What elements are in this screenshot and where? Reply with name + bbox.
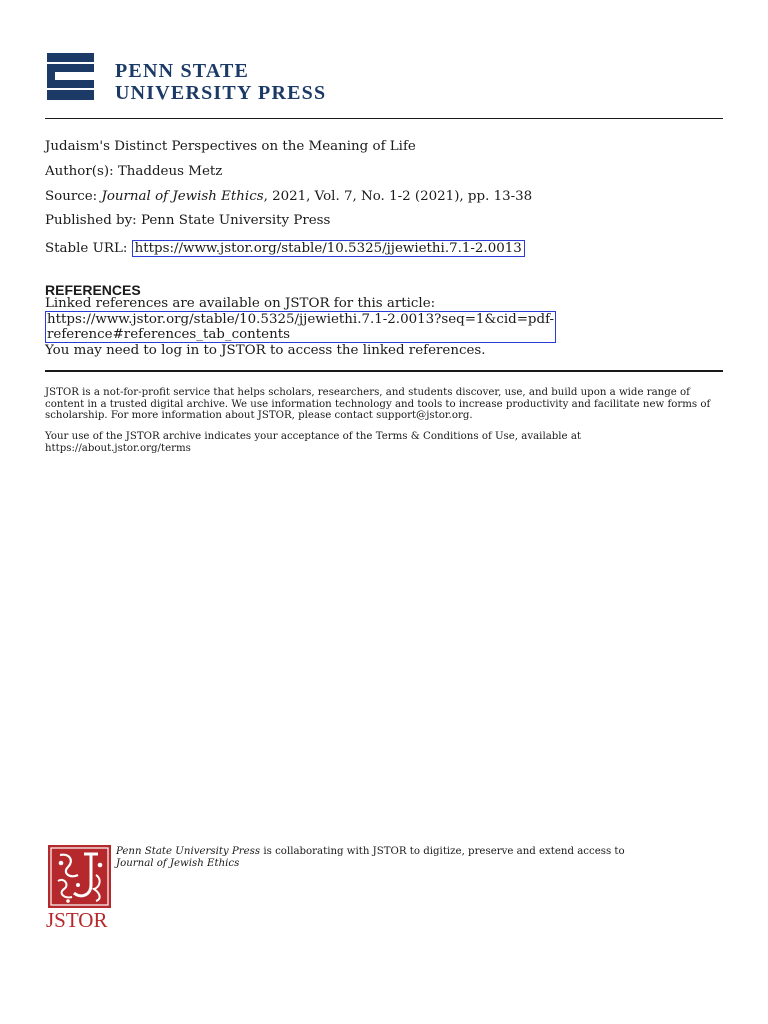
authors-value: Thaddeus Metz xyxy=(117,164,223,179)
published-label: Published by: xyxy=(45,213,137,228)
publisher-value: Penn State University Press xyxy=(140,213,331,228)
source-label: Source: xyxy=(45,189,98,204)
collab-text: is collaborating with JSTOR to digitize, preserve and extend access to xyxy=(260,846,625,857)
stable-url-line xyxy=(45,241,525,256)
references-link-line1[interactable]: https://www.jstor.org/stable/10.5325/jjewiethi.7.1-2.0013?seq=1&cid=pdf- xyxy=(47,312,555,327)
source-detail: , 2021, Vol. 7, No. 1-2 (2021), pp. 13-38 xyxy=(263,189,533,204)
journal-name: Journal of Jewish Ethics xyxy=(101,189,264,204)
references-note: You may need to log in to JSTOR to access the linked references. xyxy=(45,343,486,358)
references-body xyxy=(45,296,645,358)
article-title: Judaism's Distinct Perspectives on the Meaning of Life xyxy=(45,139,416,154)
jstor-wordmark: JSTOR xyxy=(46,908,108,932)
references-link[interactable] xyxy=(45,311,556,343)
jstor-disclaimer: JSTOR is a not-for-profit service that helps scholars, researchers, and students discover, use, and build upon a wide range of content in a trusted digital archive. We use information technology and tools to increase productivity and facilitate new forms of scholarship. For more information about JSTOR, please contact support@jstor.org. xyxy=(45,387,711,421)
penn-state-press-logo-icon xyxy=(47,53,94,100)
publisher-logo-line2: UNIVERSITY PRESS xyxy=(115,82,327,104)
published-line xyxy=(45,213,330,228)
terms-notice xyxy=(45,431,725,454)
authors-label: Author(s): xyxy=(45,164,114,179)
source-line xyxy=(45,189,532,204)
jstor-emblem-icon xyxy=(48,845,111,908)
terms-link[interactable]: https://about.jstor.org/terms xyxy=(45,442,191,454)
references-link-line2[interactable]: reference#references_tab_contents xyxy=(47,327,290,342)
stable-url-label: Stable URL: xyxy=(45,241,128,256)
collab-journal: Journal of Jewish Ethics xyxy=(116,857,240,869)
publisher-logo-line1: PENN STATE xyxy=(115,60,250,82)
references-intro: Linked references are available on JSTOR for this article: xyxy=(45,296,436,311)
terms-notice-text: Your use of the JSTOR archive indicates your acceptance of the Terms & Conditions of Use, available at xyxy=(45,431,581,442)
authors-line xyxy=(45,164,222,179)
collab-publisher: Penn State University Press xyxy=(116,846,261,857)
body-divider xyxy=(45,370,723,372)
header-divider xyxy=(45,118,723,119)
collaboration-notice xyxy=(116,846,736,869)
publisher-logo-text xyxy=(115,60,326,104)
stable-url-link[interactable]: https://www.jstor.org/stable/10.5325/jjewiethi.7.1-2.0013 xyxy=(132,240,525,257)
references-heading: REFERENCES xyxy=(45,282,141,298)
